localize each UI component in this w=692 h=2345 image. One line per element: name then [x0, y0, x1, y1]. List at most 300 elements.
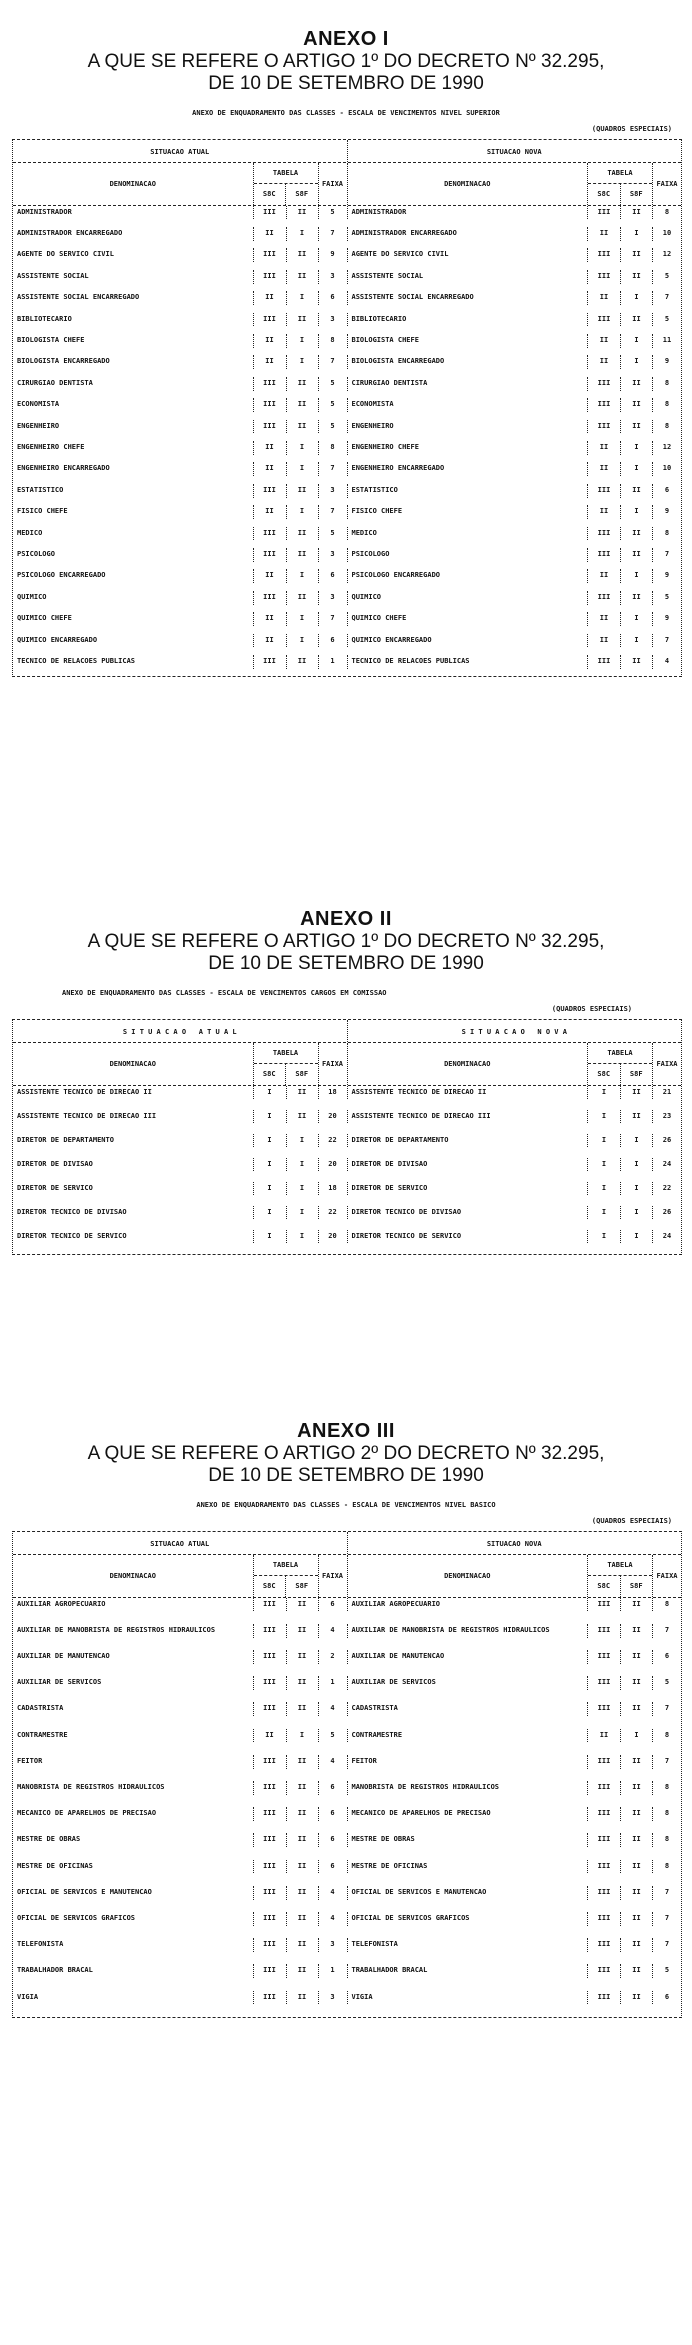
new-sof-value: II: [620, 420, 652, 434]
old-sec-value: III: [253, 1991, 286, 2005]
old-sof-value: II: [286, 206, 318, 220]
new-situation-header: S I T U A C A O N O V A: [347, 1020, 682, 1042]
old-faixa-value: 22: [318, 1134, 347, 1148]
old-sof-value: I: [286, 291, 318, 305]
old-sec-value: III: [253, 1938, 286, 1952]
new-situation-cells: [347, 313, 682, 327]
old-sof-value: II: [286, 1964, 318, 1978]
table-row: [13, 1230, 681, 1254]
table-row: [13, 377, 681, 398]
new-sof-value: I: [620, 334, 652, 348]
new-sof-value: II: [620, 1086, 652, 1100]
new-faixa-value: 10: [652, 227, 681, 241]
new-sec-value: II: [587, 612, 620, 626]
new-sof-value: I: [620, 462, 652, 476]
table-row: [13, 1938, 681, 1964]
tabela-header: TABELA: [588, 1043, 652, 1065]
new-sof-value: II: [620, 1964, 652, 1978]
old-class-name: DIRETOR DE DIVISAO: [17, 1159, 93, 1168]
old-faixa-value: 7: [318, 505, 347, 519]
new-sof-value: II: [620, 1807, 652, 1821]
tabela-header-group: [253, 1555, 318, 1597]
new-class-name: BIBLIOTECARIO: [351, 314, 407, 323]
current-situation-cells: [13, 1807, 347, 1821]
old-class-name: TRABALHADOR BRACAL: [17, 1966, 93, 1975]
annex-3-caption: ANEXO DE ENQUADRAMENTO DAS CLASSES - ESCALA DE VENCIMENTOS NIVEL BASICO: [196, 1500, 496, 1509]
new-situation-cells: [347, 355, 682, 369]
current-situation-cells: [13, 1755, 347, 1769]
new-class-name: AUXILIAR DE SERVICOS: [351, 1678, 436, 1687]
new-situation-cells: [347, 634, 682, 648]
new-sof-value: II: [620, 591, 652, 605]
current-situation-cells: [13, 1158, 347, 1172]
new-sec-value: III: [587, 591, 620, 605]
old-sof-value: II: [286, 1781, 318, 1795]
old-faixa-value: 4: [318, 1702, 347, 1716]
old-class-name: ASSISTENTE TECNICO DE DIRECAO III: [17, 1111, 157, 1120]
new-situation-cells: [347, 1230, 682, 1244]
annex-3-subtitle-line2: DE 10 DE SETEMBRO DE 1990: [208, 1464, 484, 1486]
old-class-name: QUIMICO: [17, 592, 47, 601]
old-sec-value: III: [253, 1860, 286, 1874]
new-sof-value: II: [620, 1650, 652, 1664]
old-sec-value: I: [253, 1206, 286, 1220]
table-column-headers: [13, 1555, 681, 1598]
current-situation-cells: [13, 206, 347, 220]
new-sof-value: I: [620, 441, 652, 455]
old-faixa-value: 18: [318, 1182, 347, 1196]
tabela-header: TABELA: [254, 1043, 318, 1065]
new-sec-value: III: [587, 248, 620, 262]
table-column-headers: [13, 1043, 681, 1086]
column-headers-new: [347, 1043, 682, 1085]
new-situation-cells: [347, 398, 682, 412]
old-sec-value: III: [253, 313, 286, 327]
old-faixa-value: 3: [318, 548, 347, 562]
new-sec-value: III: [587, 1964, 620, 1978]
new-sof-value: II: [620, 1886, 652, 1900]
old-class-name: FISICO CHEFE: [17, 507, 68, 516]
sof-header: S8F: [620, 184, 653, 205]
current-situation-cells: [13, 1086, 347, 1100]
new-faixa-value: 5: [652, 591, 681, 605]
annex-1-subtitle-line2: DE 10 DE SETEMBRO DE 1990: [208, 72, 484, 94]
old-sec-value: I: [253, 1182, 286, 1196]
new-class-name: ECONOMISTA: [351, 400, 394, 409]
faixa-header: FAIXA: [652, 163, 681, 205]
new-faixa-value: 8: [652, 1833, 681, 1847]
annex-1-caption: ANEXO DE ENQUADRAMENTO DAS CLASSES - ESCALA DE VENCIMENTOS NIVEL SUPERIOR: [192, 108, 500, 117]
new-sec-value: III: [587, 377, 620, 391]
old-faixa-value: 4: [318, 1886, 347, 1900]
old-sec-value: II: [253, 1729, 286, 1743]
denominacao-header: DENOMINACAO: [109, 1571, 156, 1580]
annex-2-caption: ANEXO DE ENQUADRAMENTO DAS CLASSES - ESCALA DE VENCIMENTOS CARGOS EM COMISSAO: [62, 988, 387, 997]
old-sec-value: I: [253, 1134, 286, 1148]
new-sec-value: III: [587, 313, 620, 327]
new-situation-cells: [347, 569, 682, 583]
old-sec-value: II: [253, 505, 286, 519]
old-sof-value: II: [286, 484, 318, 498]
old-sof-value: I: [286, 612, 318, 626]
new-sec-value: I: [587, 1230, 620, 1244]
annex-2-subtitle-line1: A QUE SE REFERE O ARTIGO 1º DO DECRETO Nº 32.295,: [87, 931, 605, 952]
current-situation-cells: [13, 1991, 347, 2005]
new-sec-value: II: [587, 441, 620, 455]
old-sof-value: II: [286, 1624, 318, 1638]
old-faixa-value: 7: [318, 355, 347, 369]
new-class-name: AUXILIAR AGROPECUARIO: [351, 1599, 441, 1608]
new-situation-cells: [347, 1912, 682, 1926]
old-sof-value: II: [286, 591, 318, 605]
old-sec-value: III: [253, 1702, 286, 1716]
new-faixa-value: 12: [652, 248, 681, 262]
old-sof-value: II: [286, 548, 318, 562]
table-row: [13, 1702, 681, 1728]
current-situation-cells: [13, 441, 347, 455]
new-class-name: PSICOLOGO ENCARREGADO: [351, 571, 441, 580]
old-faixa-value: 5: [318, 377, 347, 391]
table-row: [13, 313, 681, 334]
old-sof-value: II: [286, 1086, 318, 1100]
faixa-header: FAIXA: [318, 1555, 347, 1597]
old-sof-value: I: [286, 1134, 318, 1148]
new-faixa-value: 9: [652, 355, 681, 369]
old-class-name: ESTATISTICO: [17, 485, 64, 494]
old-sof-value: II: [286, 1807, 318, 1821]
table-row: [13, 1755, 681, 1781]
new-sof-value: II: [620, 1912, 652, 1926]
annex-3-quadros-label: (QUADROS ESPECIAIS): [591, 1516, 672, 1525]
old-class-name: MESTRE DE OFICINAS: [17, 1861, 93, 1870]
new-faixa-value: 6: [652, 1991, 681, 2005]
new-situation-cells: [347, 1702, 682, 1716]
new-situation-cells: [347, 334, 682, 348]
old-class-name: BIBLIOTECARIO: [17, 314, 72, 323]
table-half-headers: [13, 1020, 681, 1043]
old-sec-value: II: [253, 462, 286, 476]
new-sof-value: II: [620, 206, 652, 220]
new-sec-value: III: [587, 1624, 620, 1638]
old-class-name: AUXILIAR DE MANOBRISTA DE REGISTROS HIDRAULICOS: [17, 1625, 216, 1634]
table-row: [13, 484, 681, 505]
current-situation-cells: [13, 1134, 347, 1148]
old-faixa-value: 22: [318, 1206, 347, 1220]
new-sec-value: III: [587, 1991, 620, 2005]
current-situation-cells: [13, 1833, 347, 1847]
new-faixa-value: 7: [652, 1886, 681, 1900]
annex-1-subtitle-line1: A QUE SE REFERE O ARTIGO 1º DO DECRETO Nº 32.295,: [87, 51, 605, 72]
faixa-header: FAIXA: [652, 1555, 681, 1597]
old-sof-value: II: [286, 1860, 318, 1874]
new-situation-header: SITUACAO NOVA: [347, 140, 682, 162]
new-class-name: AGENTE DO SERVICO CIVIL: [351, 250, 449, 259]
old-sof-value: II: [286, 420, 318, 434]
current-situation-cells: [13, 1938, 347, 1952]
old-sof-value: II: [286, 248, 318, 262]
old-class-name: PSICOLOGO ENCARREGADO: [17, 571, 106, 580]
new-situation-header: SITUACAO NOVA: [347, 1532, 682, 1554]
new-class-name: AUXILIAR DE MANUTENCAO: [351, 1652, 445, 1661]
old-faixa-value: 2: [318, 1650, 347, 1664]
new-sof-value: I: [620, 355, 652, 369]
old-faixa-value: 3: [318, 1938, 347, 1952]
new-faixa-value: 9: [652, 612, 681, 626]
new-sof-value: II: [620, 1624, 652, 1638]
old-faixa-value: 5: [318, 398, 347, 412]
old-faixa-value: 5: [318, 420, 347, 434]
current-situation-cells: [13, 1110, 347, 1124]
old-sof-value: I: [286, 569, 318, 583]
old-sof-value: I: [286, 1206, 318, 1220]
old-sof-value: II: [286, 270, 318, 284]
new-class-name: DIRETOR DE DIVISAO: [351, 1159, 428, 1168]
old-sec-value: II: [253, 355, 286, 369]
table-row: [13, 1912, 681, 1938]
new-faixa-value: 8: [652, 420, 681, 434]
new-faixa-value: 8: [652, 1729, 681, 1743]
new-sec-value: II: [587, 355, 620, 369]
new-class-name: MESTRE DE OFICINAS: [351, 1861, 428, 1870]
tabela-header-group: [587, 1043, 652, 1085]
denominacao-header: DENOMINACAO: [444, 179, 491, 188]
old-sec-value: I: [253, 1110, 286, 1124]
new-sof-value: II: [620, 377, 652, 391]
current-situation-cells: [13, 1650, 347, 1664]
new-situation-cells: [347, 227, 682, 241]
table-row: [13, 1624, 681, 1650]
table-row: [13, 1134, 681, 1158]
table-row: [13, 655, 681, 676]
denominacao-header: DENOMINACAO: [109, 179, 156, 188]
new-situation-cells: [347, 548, 682, 562]
new-sof-value: II: [620, 548, 652, 562]
current-situation-cells: [13, 591, 347, 605]
old-sec-value: III: [253, 270, 286, 284]
new-sof-value: II: [620, 1598, 652, 1612]
annex-1: [0, 28, 692, 677]
old-class-name: DIRETOR TECNICO DE DIVISAO: [17, 1207, 127, 1216]
old-class-name: DIRETOR DE DEPARTAMENTO: [17, 1135, 114, 1144]
old-class-name: MEDICO: [17, 528, 43, 537]
sec-header: S8C: [262, 1582, 276, 1591]
old-sec-value: III: [253, 248, 286, 262]
new-sec-value: III: [587, 1755, 620, 1769]
faixa-header: FAIXA: [318, 163, 347, 205]
old-sec-value: III: [253, 1624, 286, 1638]
new-sec-value: III: [587, 548, 620, 562]
new-sec-value: II: [587, 569, 620, 583]
old-class-name: CIRURGIAO DENTISTA: [17, 378, 93, 387]
old-class-name: QUIMICO CHEFE: [17, 614, 72, 623]
old-faixa-value: 3: [318, 270, 347, 284]
current-situation-header: S I T U A C A O A T U A L: [122, 1027, 237, 1036]
new-faixa-value: 7: [652, 1702, 681, 1716]
old-sec-value: III: [253, 1833, 286, 1847]
new-class-name: QUIMICO: [351, 592, 382, 601]
new-sof-value: II: [620, 313, 652, 327]
table-row: [13, 591, 681, 612]
table-half-headers: [13, 1532, 681, 1555]
annex-1-quadros-label: (QUADROS ESPECIAIS): [591, 124, 672, 133]
new-sec-value: III: [587, 655, 620, 669]
old-faixa-value: 9: [318, 248, 347, 262]
new-situation-cells: [347, 1650, 682, 1664]
annex-2-table: [12, 1019, 682, 1255]
new-class-name: ENGENHEIRO ENCARREGADO: [351, 464, 445, 473]
new-faixa-value: 10: [652, 462, 681, 476]
new-class-name: VIGIA: [351, 1992, 373, 2001]
current-situation-cells: [13, 634, 347, 648]
current-situation-cells: [13, 462, 347, 476]
new-sof-value: I: [620, 291, 652, 305]
old-class-name: QUIMICO ENCARREGADO: [17, 635, 98, 644]
old-sof-value: II: [286, 1755, 318, 1769]
new-class-name: QUIMICO ENCARREGADO: [351, 635, 432, 644]
table-row: [13, 1886, 681, 1912]
table-row: [13, 1158, 681, 1182]
old-class-name: AUXILIAR AGROPECUARIO: [17, 1599, 106, 1608]
new-faixa-value: 7: [652, 1938, 681, 1952]
old-sec-value: III: [253, 1781, 286, 1795]
faixa-header: FAIXA: [318, 1043, 347, 1085]
new-class-name: MEDICO: [351, 528, 377, 537]
sof-header: S8F: [285, 1576, 318, 1597]
old-sec-value: III: [253, 1964, 286, 1978]
new-situation-cells: [347, 1938, 682, 1952]
old-class-name: PSICOLOGO: [17, 549, 55, 558]
annex-2-quadros-label: (QUADROS ESPECIAIS): [551, 1004, 632, 1013]
old-faixa-value: 1: [318, 1676, 347, 1690]
new-faixa-value: 5: [652, 270, 681, 284]
new-sof-value: II: [620, 484, 652, 498]
table-row: [13, 527, 681, 548]
column-headers-current: [13, 163, 347, 205]
old-sof-value: I: [286, 1158, 318, 1172]
old-sof-value: II: [286, 1912, 318, 1926]
old-sof-value: II: [286, 1110, 318, 1124]
old-sec-value: II: [253, 612, 286, 626]
new-class-name: ENGENHEIRO CHEFE: [351, 442, 419, 451]
old-sof-value: II: [286, 377, 318, 391]
new-class-name: BIOLOGISTA CHEFE: [351, 336, 419, 345]
new-faixa-value: 8: [652, 1598, 681, 1612]
new-sof-value: II: [620, 1676, 652, 1690]
new-class-name: OFICIAL DE SERVICOS GRAFICOS: [351, 1913, 470, 1922]
old-class-name: AUXILIAR DE MANUTENCAO: [17, 1652, 110, 1661]
tabela-header: TABELA: [254, 1555, 318, 1577]
old-sec-value: III: [253, 1807, 286, 1821]
sof-header: S8F: [285, 184, 318, 205]
old-faixa-value: 6: [318, 291, 347, 305]
new-class-name: DIRETOR TECNICO DE SERVICO: [351, 1231, 462, 1240]
annex-3-rows: [13, 1598, 681, 2017]
old-faixa-value: 1: [318, 655, 347, 669]
new-faixa-value: 26: [652, 1206, 681, 1220]
old-faixa-value: 20: [318, 1158, 347, 1172]
new-situation-cells: [347, 1833, 682, 1847]
table-row: [13, 1676, 681, 1702]
old-faixa-value: 8: [318, 441, 347, 455]
old-sec-value: III: [253, 1676, 286, 1690]
old-sec-value: II: [253, 634, 286, 648]
annex-1-table: [12, 139, 682, 678]
table-row: [13, 612, 681, 633]
new-situation-cells: [347, 1729, 682, 1743]
annex-3-title: ANEXO III: [297, 1420, 395, 1442]
old-sec-value: II: [253, 227, 286, 241]
annex-3-title-block: [0, 1420, 692, 1487]
new-class-name: FEITOR: [351, 1756, 377, 1765]
new-faixa-value: 8: [652, 206, 681, 220]
new-class-name: CADASTRISTA: [351, 1704, 398, 1713]
new-sof-value: I: [620, 1134, 652, 1148]
new-sec-value: III: [587, 398, 620, 412]
table-row: [13, 334, 681, 355]
new-class-name: ASSISTENTE TECNICO DE DIRECAO III: [351, 1111, 491, 1120]
old-sec-value: III: [253, 398, 286, 412]
old-class-name: ADMINISTRADOR: [17, 207, 72, 216]
new-situation-cells: [347, 655, 682, 669]
old-faixa-value: 6: [318, 569, 347, 583]
old-sof-value: I: [286, 634, 318, 648]
old-sof-value: I: [286, 1729, 318, 1743]
new-class-name: CONTRAMESTRE: [351, 1730, 403, 1739]
new-faixa-value: 5: [652, 1964, 681, 1978]
new-situation-cells: [347, 527, 682, 541]
new-situation-cells: [347, 1598, 682, 1612]
new-sec-value: III: [587, 1598, 620, 1612]
new-faixa-value: 24: [652, 1230, 681, 1244]
new-sof-value: II: [620, 1860, 652, 1874]
old-faixa-value: 7: [318, 462, 347, 476]
old-sof-value: II: [286, 1598, 318, 1612]
new-faixa-value: 8: [652, 1860, 681, 1874]
old-class-name: BIOLOGISTA CHEFE: [17, 336, 85, 345]
new-class-name: PSICOLOGO: [351, 549, 390, 558]
new-sof-value: I: [620, 634, 652, 648]
new-faixa-value: 26: [652, 1134, 681, 1148]
table-row: [13, 420, 681, 441]
old-sof-value: II: [286, 1833, 318, 1847]
new-sof-value: I: [620, 1206, 652, 1220]
table-row: [13, 227, 681, 248]
table-row: [13, 1598, 681, 1624]
new-situation-cells: [347, 1964, 682, 1978]
table-row: [13, 569, 681, 590]
current-situation-cells: [13, 548, 347, 562]
new-situation-cells: [347, 1886, 682, 1900]
old-sec-value: I: [253, 1230, 286, 1244]
old-class-name: AGENTE DO SERVICO CIVIL: [17, 250, 114, 259]
new-class-name: ADMINISTRADOR ENCARREGADO: [351, 229, 457, 238]
sof-header: S8F: [285, 1064, 318, 1085]
new-situation-cells: [347, 612, 682, 626]
new-faixa-value: 7: [652, 1624, 681, 1638]
old-sof-value: II: [286, 1938, 318, 1952]
new-sof-value: I: [620, 227, 652, 241]
new-faixa-value: 8: [652, 527, 681, 541]
new-sof-value: II: [620, 1110, 652, 1124]
old-class-name: MANOBRISTA DE REGISTROS HIDRAULICOS: [17, 1783, 165, 1791]
annex-2-subtitle-line2: DE 10 DE SETEMBRO DE 1990: [208, 952, 484, 974]
current-situation-cells: [13, 248, 347, 262]
current-situation-cells: [13, 1912, 347, 1926]
old-class-name: ENGENHEIRO ENCARREGADO: [17, 464, 110, 473]
new-situation-cells: [347, 441, 682, 455]
new-class-name: MANOBRISTA DE REGISTROS HIDRAULICOS: [351, 1783, 500, 1791]
new-faixa-value: 6: [652, 484, 681, 498]
